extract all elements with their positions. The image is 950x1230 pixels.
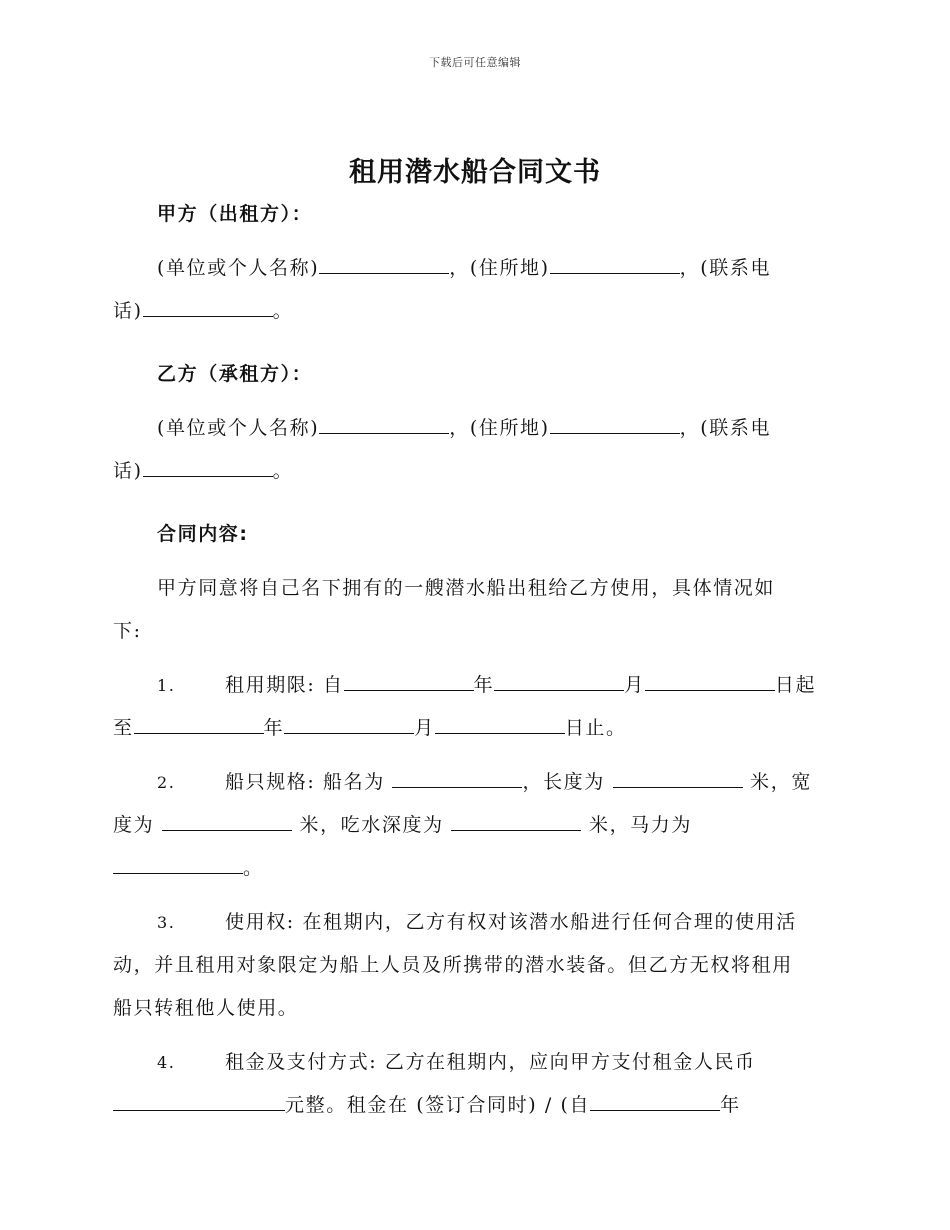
party-b-addr-blank bbox=[550, 415, 680, 434]
length-label: ，长度为 bbox=[522, 771, 613, 793]
clause-3-line-3: 船只转租他人使用。 bbox=[113, 997, 299, 1019]
horsepower-blank bbox=[113, 855, 243, 874]
clause-1-line-2 bbox=[113, 707, 829, 750]
party-b-addr-label: (住所地) bbox=[469, 417, 550, 439]
separator: ， bbox=[679, 417, 701, 439]
party-a-phone-label-cont: 话) bbox=[113, 300, 143, 322]
clause-number: 4. bbox=[157, 1053, 176, 1072]
party-b-name-label: (单位或个人名称) bbox=[157, 417, 320, 439]
month-label: 月 bbox=[414, 717, 435, 739]
clause-2-line-1 bbox=[113, 761, 829, 804]
party-b-phone-blank bbox=[143, 458, 273, 477]
party-a-name-blank bbox=[319, 255, 449, 274]
party-a-line-1 bbox=[113, 247, 829, 290]
draft-label: 米，吃水深度为 bbox=[291, 814, 452, 836]
rent-amount-blank bbox=[113, 1092, 285, 1111]
period: 。 bbox=[243, 857, 264, 879]
ship-name-blank bbox=[392, 769, 522, 788]
party-a-phone-blank bbox=[143, 298, 273, 317]
start-year-blank bbox=[344, 672, 474, 691]
contract-heading: 合同内容: bbox=[157, 523, 249, 545]
clause-label: 租用期限: 自 bbox=[225, 674, 344, 696]
party-a-phone-label: (联系电 bbox=[700, 257, 772, 279]
end-year-blank bbox=[134, 715, 264, 734]
clause-3-line-2: 动，并且租用对象限定为船上人员及所携带的潜水装备。但乙方无权将租用 bbox=[113, 954, 793, 976]
clause-1-line-1 bbox=[113, 664, 829, 707]
length-blank bbox=[613, 769, 743, 788]
separator: ， bbox=[449, 257, 470, 279]
end-month-blank bbox=[284, 715, 414, 734]
party-a-line-2 bbox=[113, 290, 829, 333]
party-b-heading: 乙方（承租方）： bbox=[157, 363, 313, 385]
month-label: 月 bbox=[624, 674, 645, 696]
period: 。 bbox=[272, 460, 294, 482]
document-title: 租用潜水船合同文书 bbox=[349, 157, 601, 188]
clause-2-line-3 bbox=[113, 847, 829, 890]
contract-intro-line-1: 甲方同意将自己名下拥有的一艘潜水船出租给乙方使用，具体情况如 bbox=[157, 577, 776, 599]
party-a-heading: 甲方（出租方）： bbox=[157, 203, 313, 225]
clause-4-line-1 bbox=[113, 1041, 829, 1084]
clause-text: 元整。租金在 (签订合同时) / (自 bbox=[285, 1094, 591, 1116]
draft-blank bbox=[451, 812, 581, 831]
party-b-phone-label: (联系电 bbox=[700, 417, 772, 439]
party-a-name-label: (单位或个人名称) bbox=[157, 257, 320, 279]
day-label: 日起 bbox=[774, 674, 817, 696]
clause-number: 2. bbox=[157, 773, 176, 792]
clause-number: 3. bbox=[157, 913, 176, 932]
document-body bbox=[113, 193, 829, 1127]
width-blank bbox=[162, 812, 292, 831]
contract-intro-line-2: 下: bbox=[113, 620, 142, 642]
party-b-line-1 bbox=[113, 407, 829, 450]
party-a-addr-blank bbox=[550, 255, 680, 274]
party-b-line-2 bbox=[113, 450, 829, 493]
separator: ， bbox=[449, 417, 470, 439]
year-label: 年 bbox=[263, 717, 285, 739]
rent-year-blank bbox=[590, 1092, 720, 1111]
to-label: 至 bbox=[113, 717, 134, 739]
unit-label: 米，宽 bbox=[742, 771, 812, 793]
clause-4-line-2 bbox=[113, 1084, 829, 1127]
width-label: 度为 bbox=[113, 814, 162, 836]
header-note: 下载后可任意编辑 bbox=[429, 56, 521, 69]
start-month-blank bbox=[494, 672, 624, 691]
party-b-phone-label-cont: 话) bbox=[113, 460, 143, 482]
year-label: 年 bbox=[720, 1094, 741, 1116]
party-a-addr-label: (住所地) bbox=[469, 257, 550, 279]
start-day-blank bbox=[645, 672, 775, 691]
party-b-name-blank bbox=[319, 415, 449, 434]
day-label: 日止。 bbox=[564, 717, 627, 739]
period: 。 bbox=[272, 300, 294, 322]
clause-text: 使用权: 在租期内，乙方有权对该潜水船进行任何合理的使用活 bbox=[225, 911, 797, 933]
horsepower-label: 米，马力为 bbox=[581, 814, 692, 836]
clause-text: 租金及支付方式: 乙方在租期内，应向甲方支付租金人民币 bbox=[225, 1051, 756, 1073]
end-day-blank bbox=[435, 715, 565, 734]
clause-label: 船只规格: 船名为 bbox=[225, 771, 393, 793]
clause-number: 1. bbox=[157, 676, 176, 695]
clause-2-line-2 bbox=[113, 804, 829, 847]
separator: ， bbox=[679, 257, 701, 279]
clause-3-line-1 bbox=[113, 901, 829, 944]
year-label: 年 bbox=[473, 674, 495, 696]
